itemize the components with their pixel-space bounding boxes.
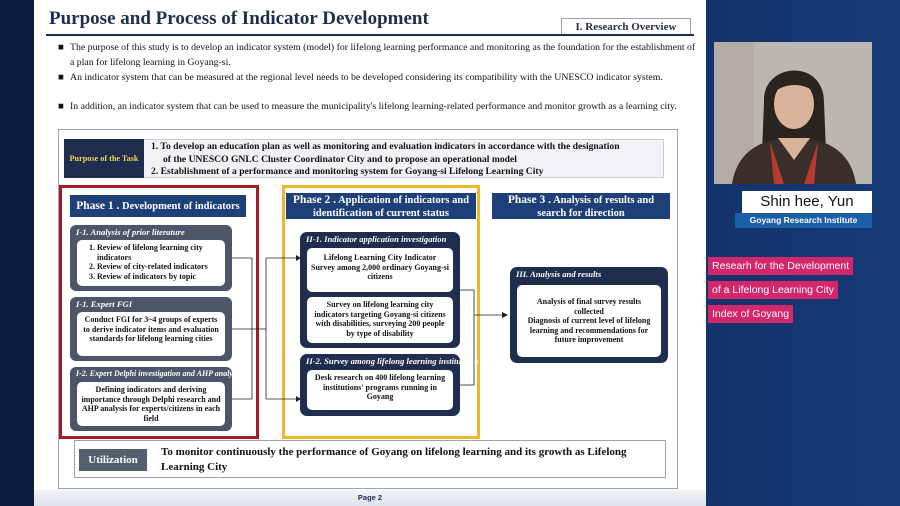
bullet-item: ■ An indicator system that can be measured at the regional level needs to be developed considering its compatibility with the UNESCO indicator system. [58, 71, 698, 86]
phase1-header: Phase 1 . Development of indicators [70, 195, 246, 217]
page-number: Page 2 [357, 493, 383, 502]
bullet-square-icon: ■ [58, 101, 64, 112]
phase1-delphi-section: I-2. Expert Delphi investigation and AHP analysis Defining indicators and deriving importance through Delphi research and AHP analysis for experts/citizens in each field [70, 367, 232, 431]
phase3-analysis-section: III. Analysis and results Analysis of final survey results collected Diagnosis of current level of lifelong learning and recommendations for future improvement [510, 267, 668, 363]
bullet-item: ■ In addition, an indicator system that can be used to measure the municipality's lifelong learning-related performance and monitor growth as a learning city. [58, 100, 698, 115]
phase3-header: Phase 3 . Analysis of results and search for direction [492, 193, 670, 219]
topic-caption-line: of a Lifelong Learning City [708, 281, 838, 299]
speaker-name: Shin hee, Yun [742, 191, 872, 213]
presentation-slide [34, 0, 706, 506]
purpose-label: Purpose of the Task [64, 139, 144, 178]
phase1-literature-section: I-1. Analysis of prior literature 1. Review of lifelong learning city indicators 2. Review of city-related indicators 3. Review of indicators by topic [70, 225, 232, 291]
bullet-square-icon: ■ [58, 42, 64, 53]
list-item: 1. Review of lifelong learning city indicators [97, 243, 221, 262]
phase2-application-section: II-1. Indicator application investigation Lifelong Learning City Indicator Survey among 2,000 ordinary Goyang-si citizens Survey on lifelong learning city indicators targeting Goyang-si citizens with disabilities, surveying 200 people by type of disability [300, 232, 460, 348]
bullet-square-icon: ■ [58, 72, 64, 83]
slide-title: Purpose and Process of Indicator Development [49, 8, 429, 29]
speaker-portrait-icon [714, 42, 872, 184]
topic-caption-line: Index of Goyang [708, 305, 793, 323]
utilization-label: Utilization [79, 449, 147, 471]
bullet-item: ■ The purpose of this study is to develop an indicator system (model) for lifelong learning performance and monitoring as the foundation for the establishment of a plan for lifelong learning in Goyang-si. [58, 42, 696, 68]
speaker-organization: Goyang Research Institute [735, 213, 872, 228]
utilization-text: To monitor continuously the performance of Goyang on lifelong learning and its growth as Lifelong Learning City [161, 446, 627, 473]
literature-list [81, 243, 221, 281]
utilization-box [74, 440, 666, 478]
phase2-institutions-section: II-2. Survey among lifelong learning institutions Desk research on 400 lifelong learning institutions' programs running in Goyang [300, 354, 460, 416]
section-label: I. Research Overview [561, 18, 691, 36]
list-item: 3. Review of indicators by topic [97, 272, 221, 282]
topic-caption-line: Researh for the Development [708, 257, 853, 275]
speaker-video [714, 42, 872, 184]
phase2-header: Phase 2 . Application of indicators and identification of current status [286, 193, 476, 219]
phase1-fgi-section: I-1. Expert FGI Conduct FGI for 3~4 groups of experts to derive indicator items and evaluation standards for lifelong learning cities [70, 297, 232, 361]
list-item: 2. Review of city-related indicators [97, 262, 221, 272]
purpose-text: 1. To develop an education plan as well as monitoring and evaluation indicators in accordance with the designation of the UNESCO GNLC Cluster Coordinator City and to propose an operational model 2. Establishment of a performance and monitoring system for Goyang-si Lifelong Learning City [144, 139, 664, 178]
title-divider [46, 34, 694, 36]
